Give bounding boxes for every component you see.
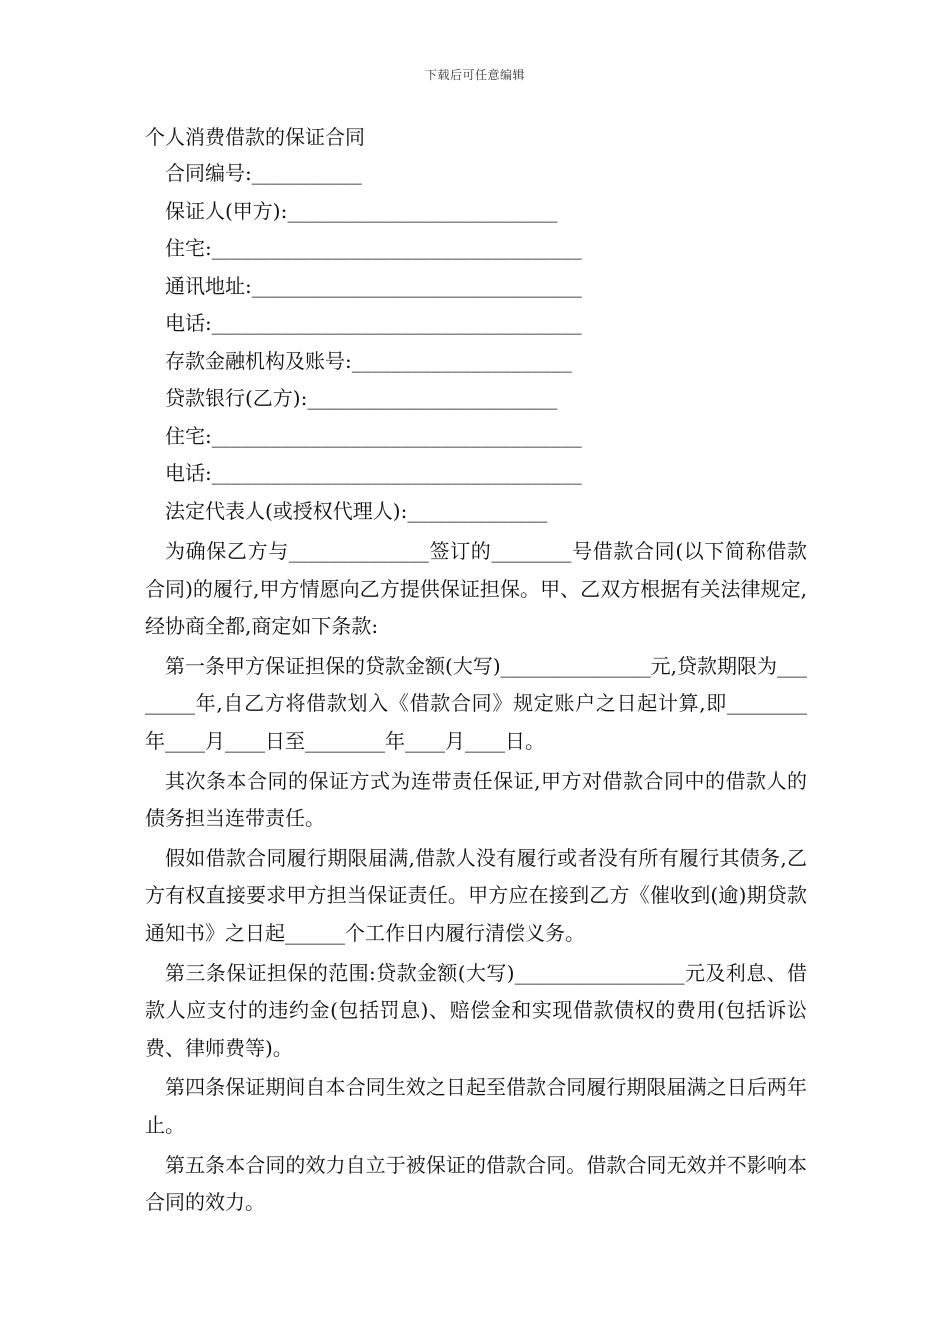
contract-field-list <box>145 158 807 533</box>
field-bank-phone: 电话:_____________________________________ <box>165 461 582 485</box>
field-deposit-institution-account: 存款金融机构及账号:______________________ <box>165 348 572 373</box>
field-mailing-address: 通讯地址:_________________________________ <box>165 273 582 298</box>
clause-article-2: 其次条本合同的保证方式为连带责任保证,甲方对借款合同中的借款人的债务担当连带责任。 <box>145 768 807 831</box>
field-guarantor-phone: 电话:_____________________________________ <box>165 311 582 335</box>
field-legal-representative: 法定代表人(或授权代理人):______________ <box>165 498 548 523</box>
clause-preamble: 为确保乙方与______________签订的________号借款合同(以下简称借款合同)的履行,甲方情愿向乙方提供保证担保。甲、乙双方根据有关法律规定,经协商全都,商定如下条款: <box>145 539 807 639</box>
page-header-note: 下载后可任意编辑 <box>424 68 525 82</box>
contract-document <box>145 122 807 1224</box>
clause-article-2-continued: 假如借款合同履行期限届满,借款人没有履行或者没有所有履行其债务,乙方有权直接要求甲方担当保证责任。甲方应在接到乙方《催收到(逾)期贷款通知书》之日起______个工作日内履行清偿义务。 <box>145 845 807 945</box>
clause-article-3: 第三条保证担保的范围:贷款金额(大写)_________________元及利息、借款人应支付的违约金(包括罚息)、赔偿金和实现借款债权的费用(包括诉讼费、律师费等)。 <box>145 960 807 1060</box>
clause-article-5: 第五条本合同的效力自立于被保证的借款合同。借款合同无效并不影响本合同的效力。 <box>145 1152 807 1215</box>
field-lending-bank: 贷款银行(乙方):_________________________ <box>165 386 558 410</box>
field-contract-number: 合同编号:___________ <box>165 161 362 185</box>
field-bank-residence: 住宅:_____________________________________ <box>165 423 582 448</box>
clause-article-4: 第四条保证期间自本合同生效之日起至借款合同履行期限届满之日后两年止。 <box>145 1075 807 1137</box>
field-guarantor: 保证人(甲方):___________________________ <box>165 198 558 223</box>
document-title: 个人消费借款的保证合同 <box>145 125 365 149</box>
clause-article-1: 第一条甲方保证担保的贷款金额(大写)_______________元,贷款期限为________年,自乙方将借款划入《借款合同》规定账户之日起计算,即________年____月____日至________年____月____日。 <box>145 653 807 753</box>
field-guarantor-residence: 住宅:_____________________________________ <box>165 236 582 260</box>
